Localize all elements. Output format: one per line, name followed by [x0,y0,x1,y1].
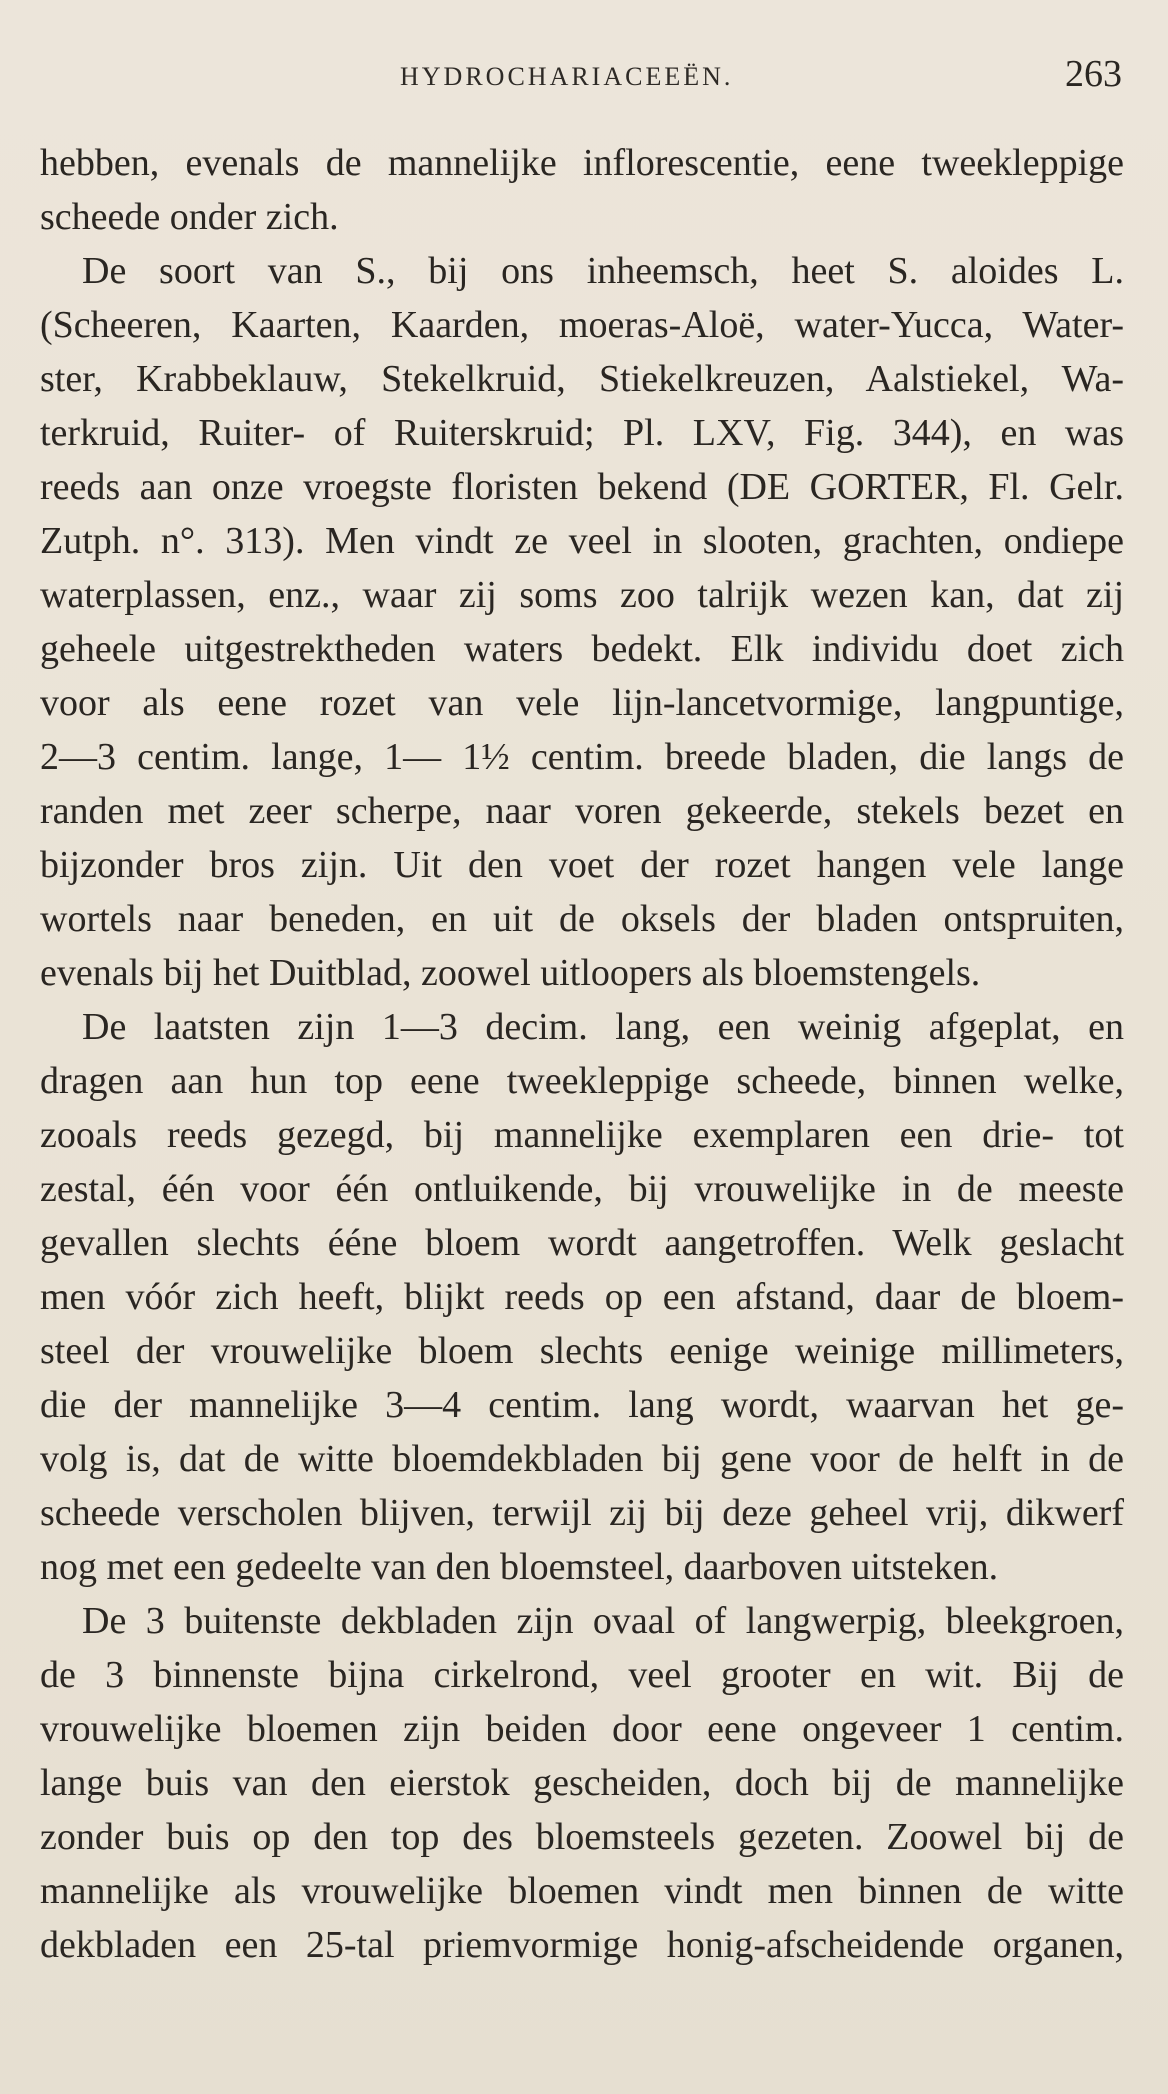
text-line: geheele uitgestrektheden waters bedekt. Elk individu doet zich [40,628,1124,670]
text-line: de 3 binnenste bijna cirkelrond, veel grooter en wit. Bij de [40,1654,1124,1696]
text-line: nog met een gedeelte van den bloemsteel, daarboven uitsteken. [40,1546,999,1588]
text-line: evenals bij het Duitblad, zoowel uitloopers als bloemstengels. [40,952,981,994]
text-line: wortels naar beneden, en uit de oksels der bladen ontspruiten, [40,898,1124,940]
text-line: steel der vrouwelijke bloem slechts eenige weinige millimeters, [40,1330,1124,1372]
text-line: mannelijke als vrouwelijke bloemen vindt men binnen de witte [40,1870,1124,1912]
text-line: Zutph. n°. 313). Men vindt ze veel in slooten, grachten, ondiepe [40,520,1124,562]
text-line: De 3 buitenste dekbladen zijn ovaal of langwerpig, bleekgroen, [82,1600,1124,1642]
text-line: scheede verscholen blijven, terwijl zij bij deze geheel vrij, dikwerf [40,1492,1124,1534]
text-line: bijzonder bros zijn. Uit den voet der rozet hangen vele lange [40,844,1124,886]
text-line: randen met zeer scherpe, naar voren gekeerde, stekels bezet en [40,790,1124,832]
text-line: zooals reeds gezegd, bij mannelijke exemplaren een drie- tot [40,1114,1124,1156]
text-line: De laatsten zijn 1—3 decim. lang, een weinig afgeplat, en [82,1006,1124,1048]
text-line: men vóór zich heeft, blijkt reeds op een afstand, daar de bloem- [40,1276,1124,1318]
running-title: HYDROCHARIACEEËN. [400,62,734,91]
text-line: zestal, één voor één ontluikende, bij vrouwelijke in de meeste [40,1168,1124,1210]
text-line: zonder buis op den top des bloemsteels gezeten. Zoowel bij de [40,1816,1124,1858]
text-line: gevallen slechts ééne bloem wordt aangetroffen. Welk geslacht [40,1222,1124,1264]
text-line: De soort van S., bij ons inheemsch, heet S. aloides L. [82,250,1124,292]
text-line: ster, Krabbeklauw, Stekelkruid, Stiekelkreuzen, Aalstiekel, Wa- [40,358,1124,400]
text-line: (Scheeren, Kaarten, Kaarden, moeras-Aloë, water-Yucca, Water- [40,304,1124,346]
text-line: dragen aan hun top eene tweekleppige scheede, binnen welke, [40,1060,1124,1102]
text-line: lange buis van den eierstok gescheiden, doch bij de mannelijke [40,1762,1124,1804]
text-line: die der mannelijke 3—4 centim. lang wordt, waarvan het ge- [40,1384,1124,1426]
text-line: hebben, evenals de mannelijke inflorescentie, eene tweekleppige [40,142,1124,184]
text-line: voor als eene rozet van vele lijn-lancetvormige, langpuntige, [40,682,1124,724]
text-line: reeds aan onze vroegste floristen bekend (DE GORTER, Fl. Gelr. [40,466,1124,508]
running-header [0,52,1168,102]
text-line: terkruid, Ruiter- of Ruiterskruid; Pl. LXV, Fig. 344), en was [40,412,1124,454]
text-line: vrouwelijke bloemen zijn beiden door eene ongeveer 1 centim. [40,1708,1124,1750]
text-line: volg is, dat de witte bloemdekbladen bij gene voor de helft in de [40,1438,1124,1480]
text-line: 2—3 centim. lange, 1— 1½ centim. breede bladen, die langs de [40,736,1124,778]
text-line: waterplassen, enz., waar zij soms zoo talrijk wezen kan, dat zij [40,574,1124,616]
body-text [40,136,1124,1972]
page-number: 263 [1065,53,1122,95]
text-line: dekbladen een 25-tal priemvormige honig-afscheidende organen, [40,1924,1124,1966]
text-line: scheede onder zich. [40,196,339,238]
